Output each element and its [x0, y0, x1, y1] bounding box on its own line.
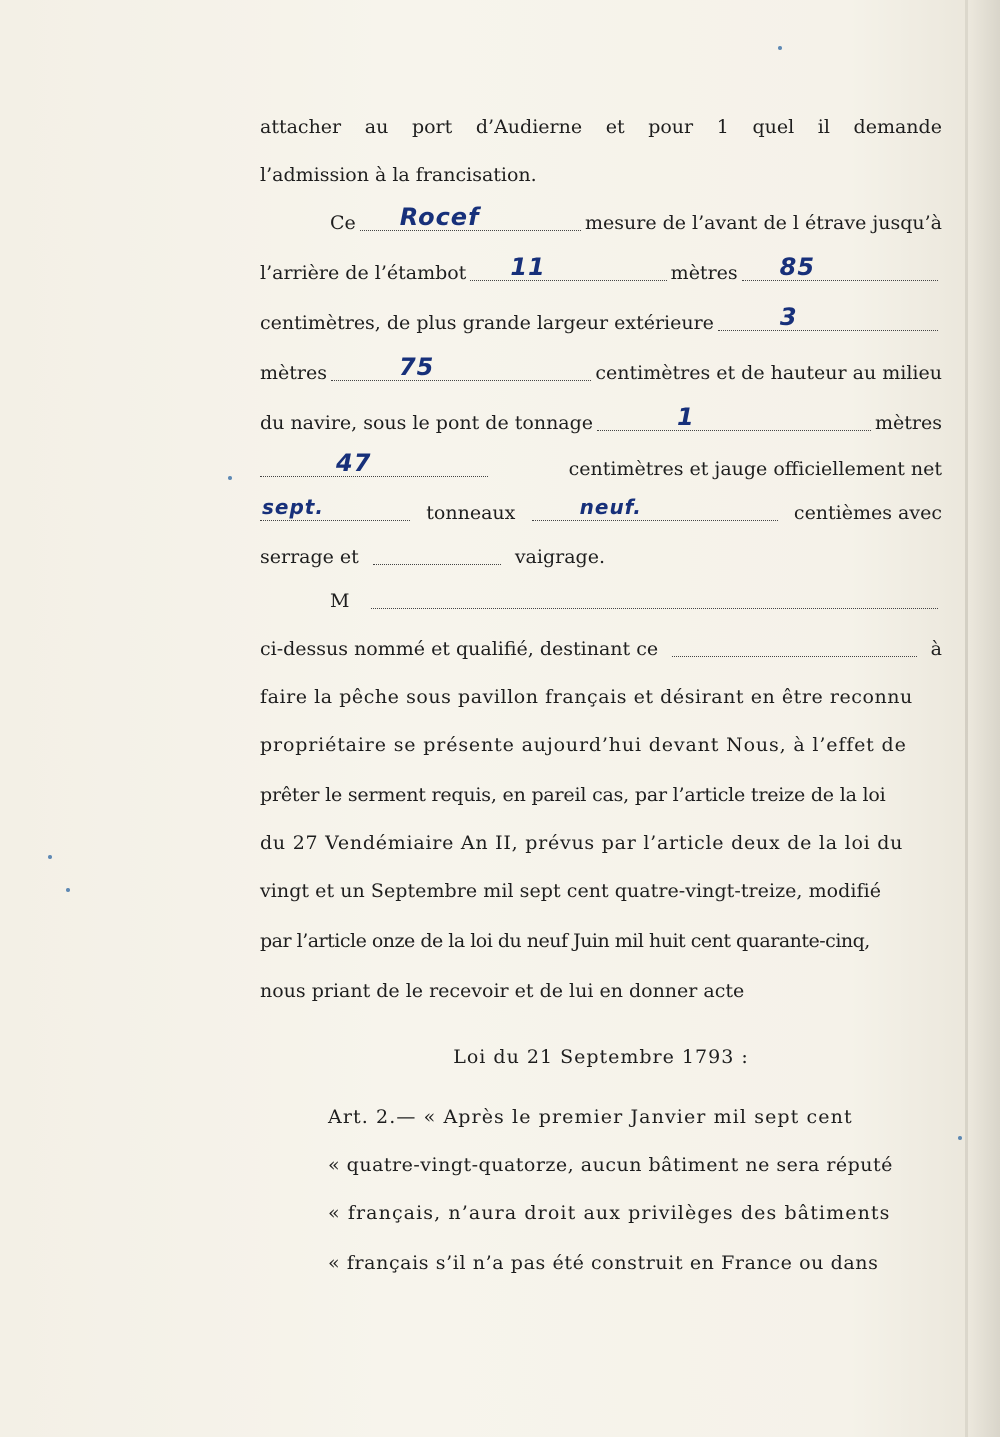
length-cm-field	[742, 253, 938, 281]
text-line-13: faire la pêche sous pavillon français et désirant en être reconnu	[260, 686, 913, 708]
tonnage-handwriting: sept.	[262, 495, 324, 519]
law-title: Loi du 21 Septembre 1793 :	[453, 1046, 749, 1068]
label-metres-2: mètres	[260, 362, 327, 384]
law-article-line-2: « quatre-vingt-quatorze, aucun bâtiment ne sera réputé	[328, 1154, 893, 1176]
label-metres-3: mètres	[875, 412, 942, 434]
word: et	[605, 116, 625, 138]
text-line-1	[260, 110, 942, 144]
length-m-field	[470, 253, 666, 281]
height-m-field	[597, 403, 871, 431]
page-fold	[965, 0, 968, 1437]
word: quel	[752, 116, 795, 138]
text-line-6	[260, 353, 942, 390]
width-cm-handwriting: 75	[398, 353, 435, 381]
height-cm-field	[260, 449, 488, 477]
word: au	[364, 116, 389, 138]
word: d’Audierne	[475, 116, 583, 138]
text-line-10	[260, 540, 942, 574]
label-m: M	[330, 590, 350, 612]
word: pour	[648, 116, 694, 138]
paper-speck	[778, 46, 782, 50]
text-line-18: par l’article onze de la loi du neuf Juin mil huit cent quarante-cinq,	[260, 930, 870, 952]
label-largeur: centimètres, de plus grande largeur extérieure	[260, 312, 714, 334]
text-line-5	[260, 303, 942, 340]
text-line-7	[260, 403, 942, 440]
text-line-4	[260, 253, 942, 290]
width-m-field	[718, 303, 938, 331]
law-article-line-3: « français, n’aura droit aux privilèges des bâtiments	[328, 1202, 891, 1224]
label-serrage: serrage et	[260, 546, 359, 568]
vessel-type-field	[360, 203, 581, 231]
text-line-2: l’admission à la francisation.	[260, 164, 537, 186]
tonnage-cent-field	[532, 496, 778, 521]
label-tonnage: du navire, sous le pont de tonnage	[260, 412, 594, 434]
label-tonneaux: tonneaux	[426, 502, 516, 524]
label-centiemes: centièmes avec	[793, 502, 942, 524]
law-article-line-1: Art. 2.— « Après le premier Janvier mil sept cent	[328, 1106, 853, 1128]
width-m-handwriting: 3	[779, 303, 798, 331]
height-cm-handwriting: 47	[336, 449, 372, 477]
text-line-14: propriétaire se présente aujourd’hui devant Nous, à l’effet de	[260, 734, 907, 756]
text-line-19: nous priant de le recevoir et de lui en donner acte	[260, 980, 745, 1002]
text-line-8	[260, 449, 942, 486]
tonnage-cent-handwriting: neuf.	[579, 495, 642, 519]
paper-speck	[958, 1136, 962, 1140]
tonnage-field	[260, 496, 410, 521]
word: port	[411, 116, 453, 138]
label-vaigrage: vaigrage.	[514, 546, 605, 568]
width-cm-field	[331, 353, 591, 381]
paper-speck	[66, 888, 70, 892]
text-line-16: du 27 Vendémiaire An II, prévus par l’article deux de la loi du	[260, 832, 904, 854]
label-metres: mètres	[670, 262, 738, 284]
length-cm-handwriting: 85	[779, 253, 816, 281]
serrage-field	[373, 540, 501, 565]
height-m-handwriting: 1	[677, 403, 695, 431]
label-hauteur: centimètres et de hauteur au milieu	[595, 362, 942, 384]
length-m-handwriting: 11	[510, 253, 546, 281]
label-ce: Ce	[330, 212, 356, 234]
label-mesure: mesure de l’avant de l étrave jusqu’à	[585, 212, 942, 234]
label-etambot: l’arrière de l’étambot	[260, 262, 467, 284]
word: il	[817, 116, 830, 138]
word: 1	[716, 116, 729, 138]
destination-field	[672, 632, 917, 657]
paper-speck	[48, 855, 52, 859]
word: attacher	[260, 116, 342, 138]
text-line-12	[260, 632, 942, 666]
owner-name-field	[371, 584, 938, 609]
paper-speck	[228, 476, 232, 480]
vessel-type-handwriting: Rocef	[399, 203, 480, 231]
label-jauge: centimètres et jauge officiellement net	[568, 458, 942, 480]
word: demande	[853, 116, 942, 138]
text-line-3	[330, 203, 942, 240]
text-line-17: vingt et un Septembre mil sept cent quatre-vingt-treize, modifié	[260, 880, 881, 902]
label-a: à	[930, 638, 942, 660]
text-line-9	[260, 496, 942, 530]
label-destinant: ci-dessus nommé et qualifié, destinant ce	[260, 638, 659, 660]
law-article-line-4: « français s’il n’a pas été construit en France ou dans	[328, 1252, 879, 1274]
text-line-15: prêter le serment requis, en pareil cas, par l’article treize de la loi	[260, 784, 886, 806]
text-line-11	[330, 584, 942, 618]
